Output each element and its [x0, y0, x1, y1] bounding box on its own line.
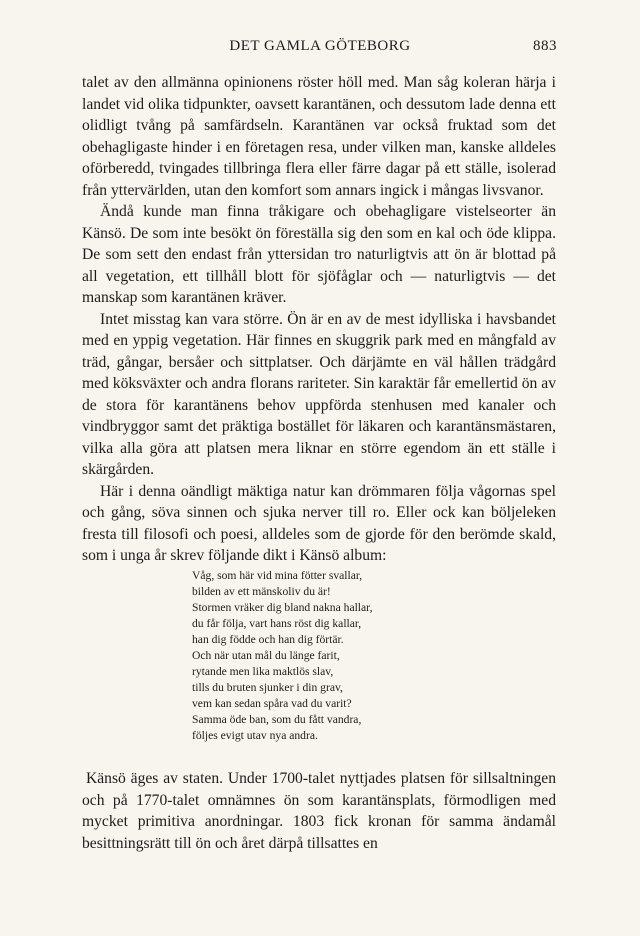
paragraph: Intet misstag kan vara större. Ön är en av de mest idylliska i havsbandet med en yppig vegetation. Här finnes en skuggrik park med en mångfald av träd, gångar, bersåer och sittplatser. Och därjämte en väl hållen trädgård med köksväxter och andra florans rariteter. Sin karaktär får emellertid ön av de stora för karantänens behov uppförda stenhusen med kanaler och vindbryggor samt det präktiga bostället för läkaren och karantänsmästaren, vilka alla göra att platsen mera liknar en större egendom än ett ställe i skärgården.	[82, 310, 556, 478]
running-header	[0, 38, 640, 60]
poem-line: bilden av ett mänskoliv du är!	[192, 585, 331, 598]
poem-line: du får följa, vart hans röst dig kallar,	[192, 617, 362, 630]
poem-line: tills du bruten sjunker i din grav,	[192, 681, 343, 694]
paragraph: talet av den allmänna opinionens röster höll med. Man såg koleran härja i landet vid olika tidpunkter, oavsett karantänen, och dessutom lade denna ett olidligt tvång på samfärdseln. Karantänen var också fruktad som det obehagligaste hinder i en företagen resa, under vilken man, kanske alldeles oförberedd, tvingades tillbringa flera eller färre dagar på ett ställe, isolerad från yttervärlden, utan den komfort som annars ingick i mångas livsvanor.	[82, 74, 556, 199]
poem-line: vem kan sedan spåra vad du varit?	[192, 697, 352, 710]
paragraph: Känsö äges av staten. Under 1700-talet nyttjades platsen för sillsaltningen och på 1770-talet omnämnes ön som karantänsplats, förmodligen med mycket primitiva anordningar. 1803 fick kronan för samma ändamål besittningsrätt till ön och året därpå tillsattes en	[82, 770, 556, 852]
poem-line: Våg, som här vid mina fötter svallar,	[192, 569, 363, 582]
paragraph: Ändå kunde man finna tråkigare och obehagligare vistelseorter än Känsö. De som inte besökt ön föreställa sig den som en kal och öde klippa. De som sett den endast från yttersidan tro naturligtvis att ön är blottad på all vegetation, ett tillhåll blott för sjöfåglar och — naturligtvis — det manskap som karantänen kräver.	[82, 203, 556, 306]
page-number: 883	[533, 38, 557, 54]
paragraph: Här i denna oändligt mäktiga natur kan drömmaren följa vågornas spel och gång, söva sinnen och sjuka nerver till ro. Eller ock kan böljeleken fresta till filosofi och poesi, alldeles som de gjorde för den berömde skald, som i unga år skrev följande dikt i Känsö album:	[82, 482, 556, 564]
poem	[192, 568, 442, 744]
poem-line: han dig födde och han dig förtär.	[192, 633, 344, 646]
poem-line: Samma öde ban, som du fått vandra,	[192, 713, 362, 726]
poem-line: Och när utan mål du länge farit,	[192, 649, 340, 662]
main-text	[82, 72, 556, 567]
poem-line: följes evigt utav nya andra.	[192, 729, 318, 742]
poem-line: Stormen vräker dig bland nakna hallar,	[192, 601, 373, 614]
running-title: DET GAMLA GÖTEBORG	[229, 38, 411, 54]
poem-line: rytande men lika maktlös slav,	[192, 665, 334, 678]
closing-text	[82, 768, 556, 854]
